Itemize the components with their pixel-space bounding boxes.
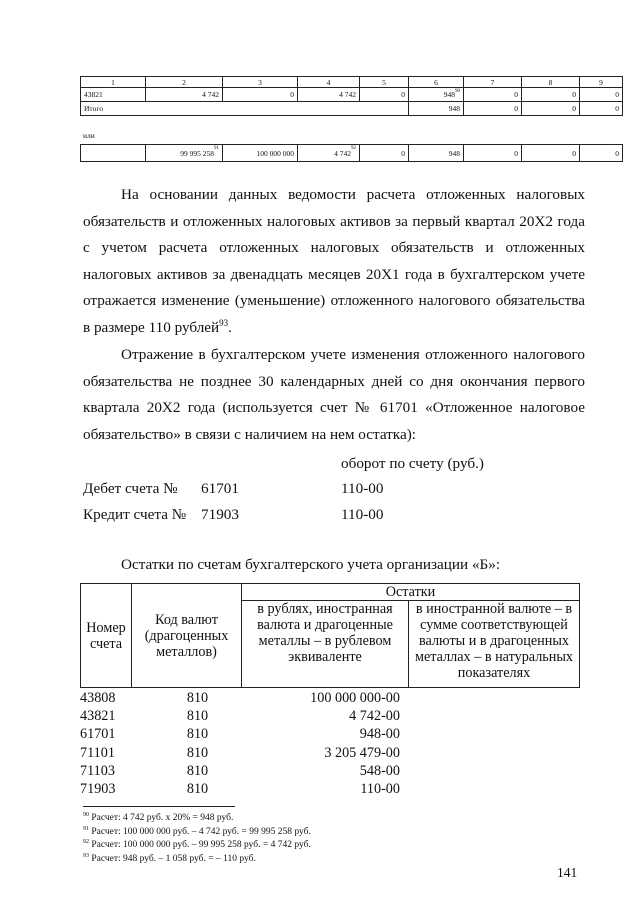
footnote [83, 853, 311, 867]
footnote-divider [83, 806, 235, 807]
paragraph-body: На основании данных ведомости расчета отложенных налоговых обязательств и отложенных налоговых активов за первый квартал 20Х2 года с учетом расчета отложенных налоговых обязательств и отложенных налоговых активов за двенадцать месяцев 20Х1 года в бухгалтерском учете отражается изменение (уменьшение) отложенного налогового обязательства в размере 110 рублей [83, 186, 585, 336]
table-row [80, 780, 400, 798]
balances-title: Остатки по счетам бухгалтерского учета организации «Б»: [121, 556, 501, 573]
col-rub: в рублях, иностранная валюта и драгоценные металлы – в рублевом эквиваленте [242, 601, 409, 688]
table-cell: 0 [223, 88, 298, 102]
table-cell: 0 [580, 88, 623, 102]
footnote [83, 826, 311, 840]
account-cell: 43808 [80, 690, 116, 706]
table-row [80, 707, 400, 725]
code-cell: 810 [186, 690, 209, 706]
table-row [80, 689, 400, 707]
rub-cell: 100 000 000-00 [310, 690, 400, 706]
rub-cell: 548-00 [359, 762, 400, 779]
turnover-header: оборот по счету (руб.) [341, 455, 484, 472]
code-cell: 810 [186, 744, 209, 761]
footnote-number: 92 [83, 839, 89, 846]
or-label: или [83, 131, 95, 140]
cell-value: 4 742 [334, 148, 351, 158]
paragraph-end: . [228, 318, 232, 336]
top-table-alt [80, 144, 623, 162]
table-cell: 0 [522, 88, 580, 102]
footnote-ref: 90 [455, 88, 460, 94]
table-cell: 0 [580, 145, 623, 162]
table-cell [146, 145, 223, 162]
table-row [80, 725, 400, 743]
account-cell: 71101 [80, 744, 115, 761]
paragraph-2 [83, 342, 585, 448]
balances-header-row [81, 584, 580, 601]
paragraph-text: Отражение в бухгалтерском учете изменения отложенного налогового обязательства не позднее 30 календарных дней со дня окончания первого квартала 20Х2 года (используется счет № 61701 «Отложенное налоговое обязательство» в связи с наличием на нем остатка): [83, 346, 585, 443]
rub-cell: 4 742-00 [349, 708, 400, 725]
footnote-text: Расчет: 100 000 000 руб. – 99 995 258 руб. = 4 742 руб. [91, 840, 311, 851]
footnote-text: Расчет: 100 000 000 руб. – 4 742 руб. = 99 995 258 руб. [91, 826, 311, 837]
table-row [80, 762, 400, 780]
footnote-number: 93 [83, 852, 89, 859]
credit-amount: 110-00 [341, 506, 384, 523]
col-account: Номер счета [81, 584, 132, 688]
rub-cell: 110-00 [360, 781, 400, 798]
col-currency: Код валют (драгоценных металлов) [132, 584, 242, 688]
balances-data [80, 689, 400, 798]
rub-cell: 948-00 [359, 726, 400, 743]
table-row-total [81, 102, 623, 116]
credit-account: 71903 [201, 506, 239, 523]
cell-value: 948 [443, 89, 455, 99]
table-row [81, 145, 623, 162]
table-cell: 0 [522, 102, 580, 116]
footnote-ref: 93 [219, 317, 229, 328]
table-cell: 0 [464, 145, 522, 162]
table-cell: 0 [522, 145, 580, 162]
code-cell: 810 [186, 708, 209, 725]
account-cell: 61701 [80, 726, 116, 743]
table-cell [81, 145, 146, 162]
header-cell: 8 [522, 77, 580, 88]
footnote-number: 90 [83, 811, 89, 818]
header-cell: 6 [409, 77, 464, 88]
footnote-ref: 92 [351, 145, 356, 151]
code-cell: 810 [186, 762, 209, 779]
top-table-header-row [81, 77, 623, 88]
footnote [83, 839, 311, 853]
table-cell: 0 [464, 88, 522, 102]
footnote-ref: 91 [214, 145, 219, 151]
header-cell: 1 [81, 77, 146, 88]
table-cell [298, 145, 360, 162]
code-cell: 810 [186, 781, 209, 798]
table-cell: 948 [409, 145, 464, 162]
credit-label: Кредит счета № [83, 506, 187, 523]
rub-cell: 3 205 479-00 [324, 744, 400, 761]
paragraph-text [83, 182, 585, 342]
table-cell: 100 000 000 [223, 145, 298, 162]
header-cell: 5 [360, 77, 409, 88]
account-cell: 71103 [80, 762, 115, 779]
paragraph-1 [83, 182, 585, 342]
table-cell: 948 [409, 102, 464, 116]
balances-table [80, 583, 580, 688]
debit-account: 61701 [201, 480, 239, 497]
footnotes [83, 812, 311, 866]
total-label: Итого [81, 102, 409, 116]
table-cell: 4 742 [298, 88, 360, 102]
account-cell: 43821 [80, 708, 116, 725]
header-cell: 9 [580, 77, 623, 88]
cell-value: 99 995 258 [180, 148, 214, 158]
top-table [80, 76, 623, 116]
table-cell [409, 88, 464, 102]
table-row [81, 88, 623, 102]
table-cell: 4 742 [146, 88, 223, 102]
footnote-text: Расчет: 948 руб. – 1 058 руб. = – 110 руб. [91, 853, 256, 864]
table-cell: 43821 [81, 88, 146, 102]
code-cell: 810 [186, 726, 209, 743]
table-cell: 0 [360, 88, 409, 102]
header-cell: 4 [298, 77, 360, 88]
table-cell: 0 [360, 145, 409, 162]
header-cell: 2 [146, 77, 223, 88]
header-cell: 7 [464, 77, 522, 88]
table-cell: 0 [464, 102, 522, 116]
col-group: Остатки [242, 584, 580, 601]
col-foreign: в иностранной валюте – в сумме соответствующей валюты и в драгоценных металлах – в натуральных показателях [409, 601, 580, 688]
account-cell: 71903 [80, 781, 116, 798]
debit-label: Дебет счета № [83, 480, 178, 497]
footnote-text: Расчет: 4 742 руб. х 20% = 948 руб. [91, 813, 234, 823]
table-row [80, 744, 400, 762]
table-cell: 0 [580, 102, 623, 116]
footnote-number: 91 [83, 825, 89, 832]
debit-amount: 110-00 [341, 480, 384, 497]
page-number: 141 [557, 865, 578, 880]
footnote [83, 812, 311, 826]
header-cell: 3 [223, 77, 298, 88]
